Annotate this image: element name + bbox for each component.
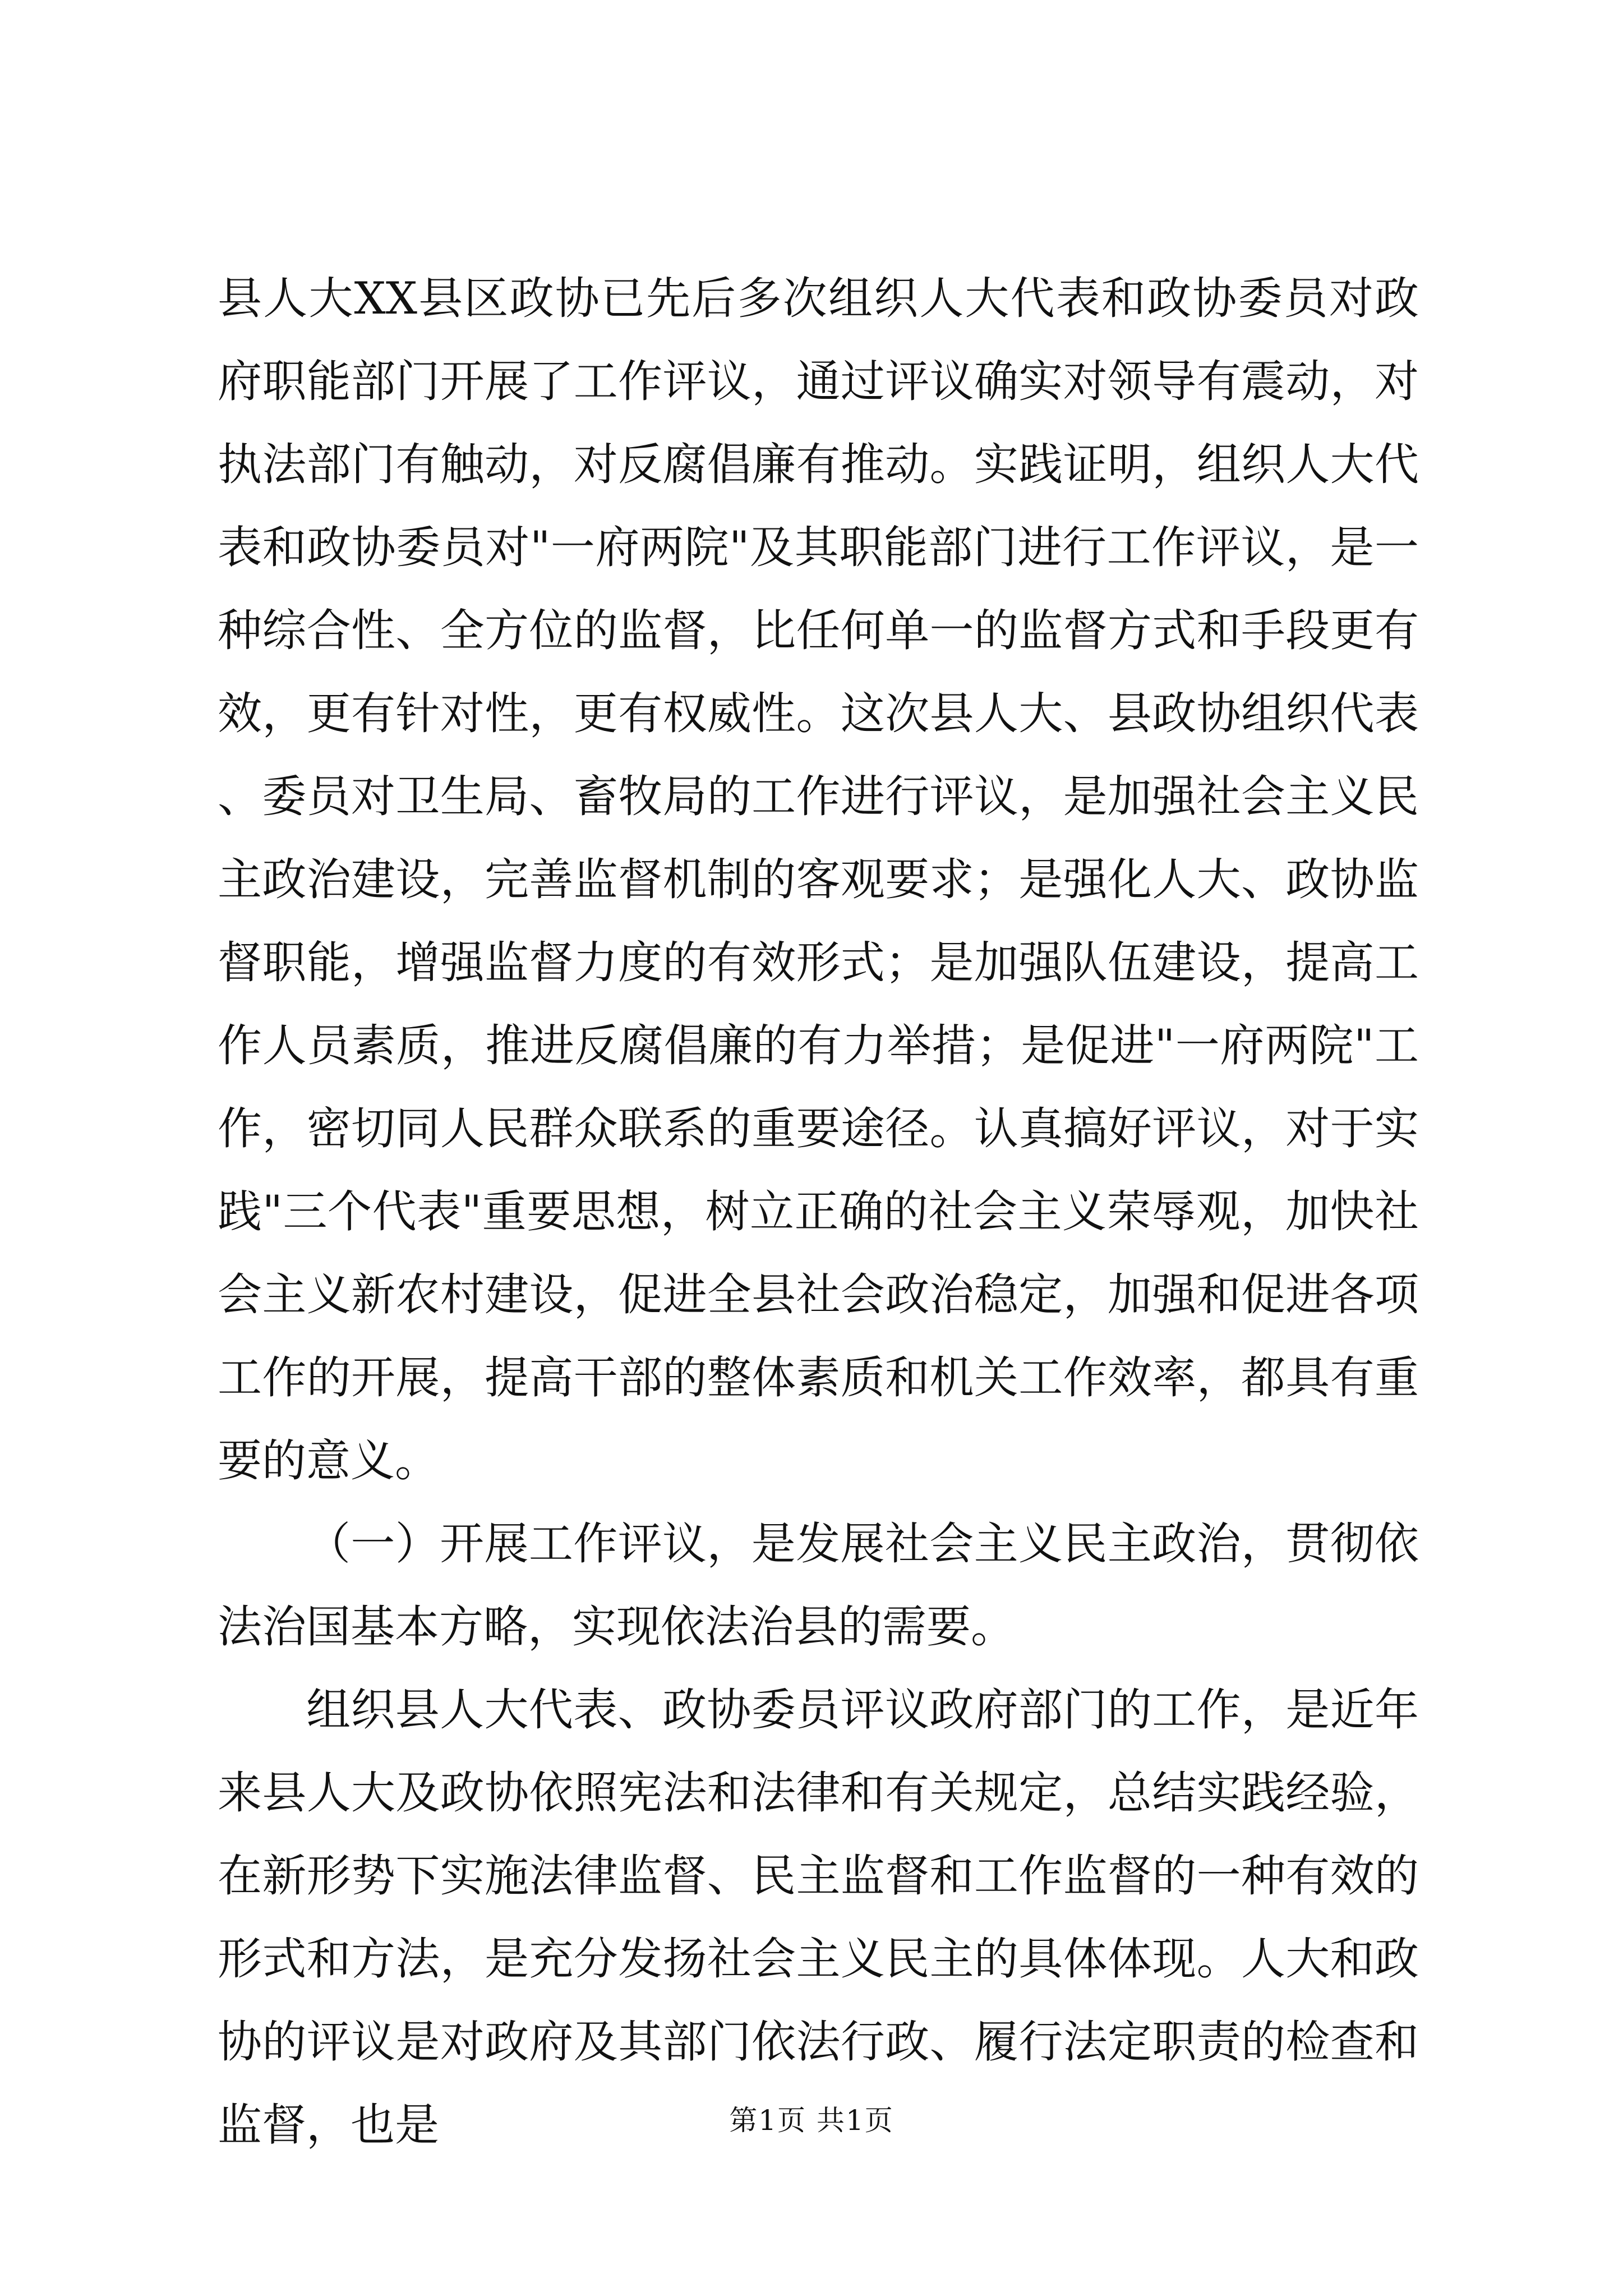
paragraph-3: 组织县人大代表、政协委员评议政府部门的工作，是近年来县人大及政协依照宪法和法律和有关规定，总结实践经验，在新形势下实施法律监督、民主监督和工作监督的一种有效的形式和方法，是充分发扬社会主义民主的具体体现。人大和政协的评议是对政府及其部门依法行政、履行法定职责的检查和监督，也是 [218,1684,1419,2151]
paragraph-2-section-heading: （一）开展工作评议，是发展社会主义民主政治，贯彻依法治国基本方略，实现依法治县的需要。 [218,1518,1419,1653]
page-footer: 第1页 共1页 [729,2104,894,2137]
paragraph-1: 县人大XX县区政协已先后多次组织人大代表和政协委员对政府职能部门开展了工作评议，通过评议确实对领导有震动，对执法部门有触动，对反腐倡廉有推动。实践证明，组织人大代表和政协委员对"一府两院"及其职能部门进行工作评议，是一种综合性、全方位的监督，比任何单一的监督方式和手段更有效，更有针对性，更有权威性。这次县人大、县政协组织代表、委员对卫生局、畜牧局的工作进行评议，是加强社会主义民主政治建设，完善监督机制的客观要求；是强化人大、政协监督职能，增强监督力度的有效形式；是加强队伍建设，提高工作人员素质，推进反腐倡廉的有力举措；是促进"一府两院"工作，密切同人民群众联系的重要途径。认真搞好评议，对于实践"三个代表"重要思想，树立正确的社会主义荣辱观，加快社会主义新农村建设，促进全县社会政治稳定，加强和促进各项工作的开展，提高干部的整体素质和机关工作效率，都具有重要的意义。 [218,273,1419,1487]
document-body [218,257,1419,2166]
